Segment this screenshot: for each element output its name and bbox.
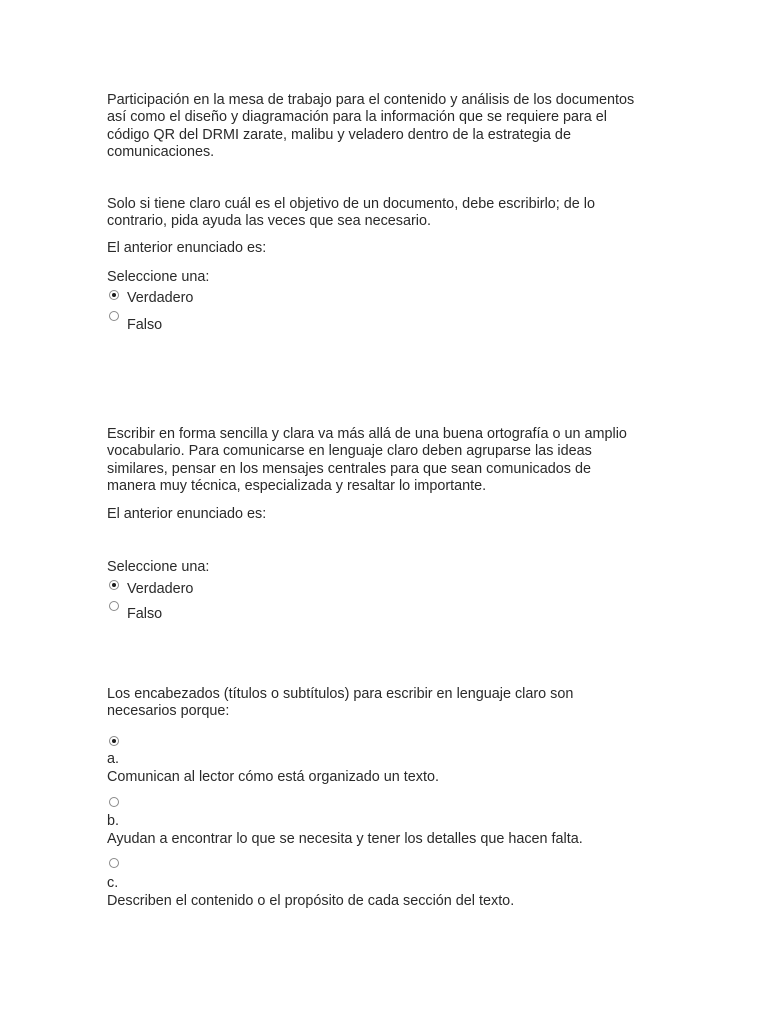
intro-line: código QR del DRMI zarate, malibu y veladero dentro de la estrategia de — [107, 126, 571, 143]
option-label: Falso — [127, 606, 163, 622]
question-1-line: Solo si tiene claro cuál es el objetivo de un documento, debe escribirlo; de lo — [107, 196, 595, 212]
radio-checked-icon[interactable] — [109, 736, 119, 746]
option-label: Verdadero — [127, 290, 194, 306]
question-1-statement — [107, 196, 667, 231]
radio-unchecked-icon[interactable] — [109, 858, 119, 868]
question-2-line: manera muy técnica, especializada y resaltar lo importante. — [107, 478, 487, 495]
option-label: Falso — [127, 317, 163, 333]
question-2-line: similares, pensar en los mensajes centrales para que sean comunicados de — [107, 460, 591, 477]
option-text: Ayudan a encontrar lo que se necesita y tener los detalles que hacen falta. — [107, 831, 583, 847]
question-2-option-falso[interactable] — [107, 600, 307, 626]
option-text: Describen el contenido o el propósito de cada sección del texto. — [107, 893, 515, 909]
question-2-prompt: El anterior enunciado es: — [107, 506, 267, 522]
intro-line: Participación en la mesa de trabajo para el contenido y análisis de los documentos — [107, 92, 635, 108]
radio-checked-icon[interactable] — [109, 290, 119, 300]
question-3-line: Los encabezados (títulos o subtítulos) para escribir en lenguaje claro son — [107, 686, 574, 702]
question-1-select-label: Seleccione una: — [107, 269, 210, 285]
question-2-line: vocabulario. Para comunicarse en lenguaje claro deben agruparse las ideas — [107, 443, 592, 460]
option-text: Comunican al lector cómo está organizado un texto. — [107, 769, 439, 785]
question-1-prompt: El anterior enunciado es: — [107, 240, 267, 256]
question-2-select-label: Seleccione una: — [107, 559, 210, 575]
radio-unchecked-icon[interactable] — [109, 311, 119, 321]
option-label: Verdadero — [127, 581, 194, 597]
radio-checked-icon[interactable] — [109, 580, 119, 590]
question-1-option-falso[interactable] — [107, 310, 307, 336]
radio-unchecked-icon[interactable] — [109, 797, 119, 807]
question-3-line: necesarios porque: — [107, 703, 230, 720]
question-2-statement — [107, 426, 667, 496]
option-letter: a. — [107, 751, 120, 767]
radio-unchecked-icon[interactable] — [109, 601, 119, 611]
question-1-line: contrario, pida ayuda las veces que sea necesario. — [107, 213, 431, 230]
question-2-option-verdadero[interactable] — [107, 579, 307, 599]
intro-paragraph — [107, 92, 667, 162]
question-3-statement — [107, 686, 667, 721]
option-letter: c. — [107, 875, 119, 891]
question-1-option-verdadero[interactable] — [107, 288, 307, 308]
intro-line: así como el diseño y diagramación para la información que se requiere para el — [107, 109, 607, 126]
question-2-line: Escribir en forma sencilla y clara va más allá de una buena ortografía o un amplio — [107, 426, 627, 442]
option-letter: b. — [107, 813, 120, 829]
intro-line: comunicaciones. — [107, 144, 215, 161]
